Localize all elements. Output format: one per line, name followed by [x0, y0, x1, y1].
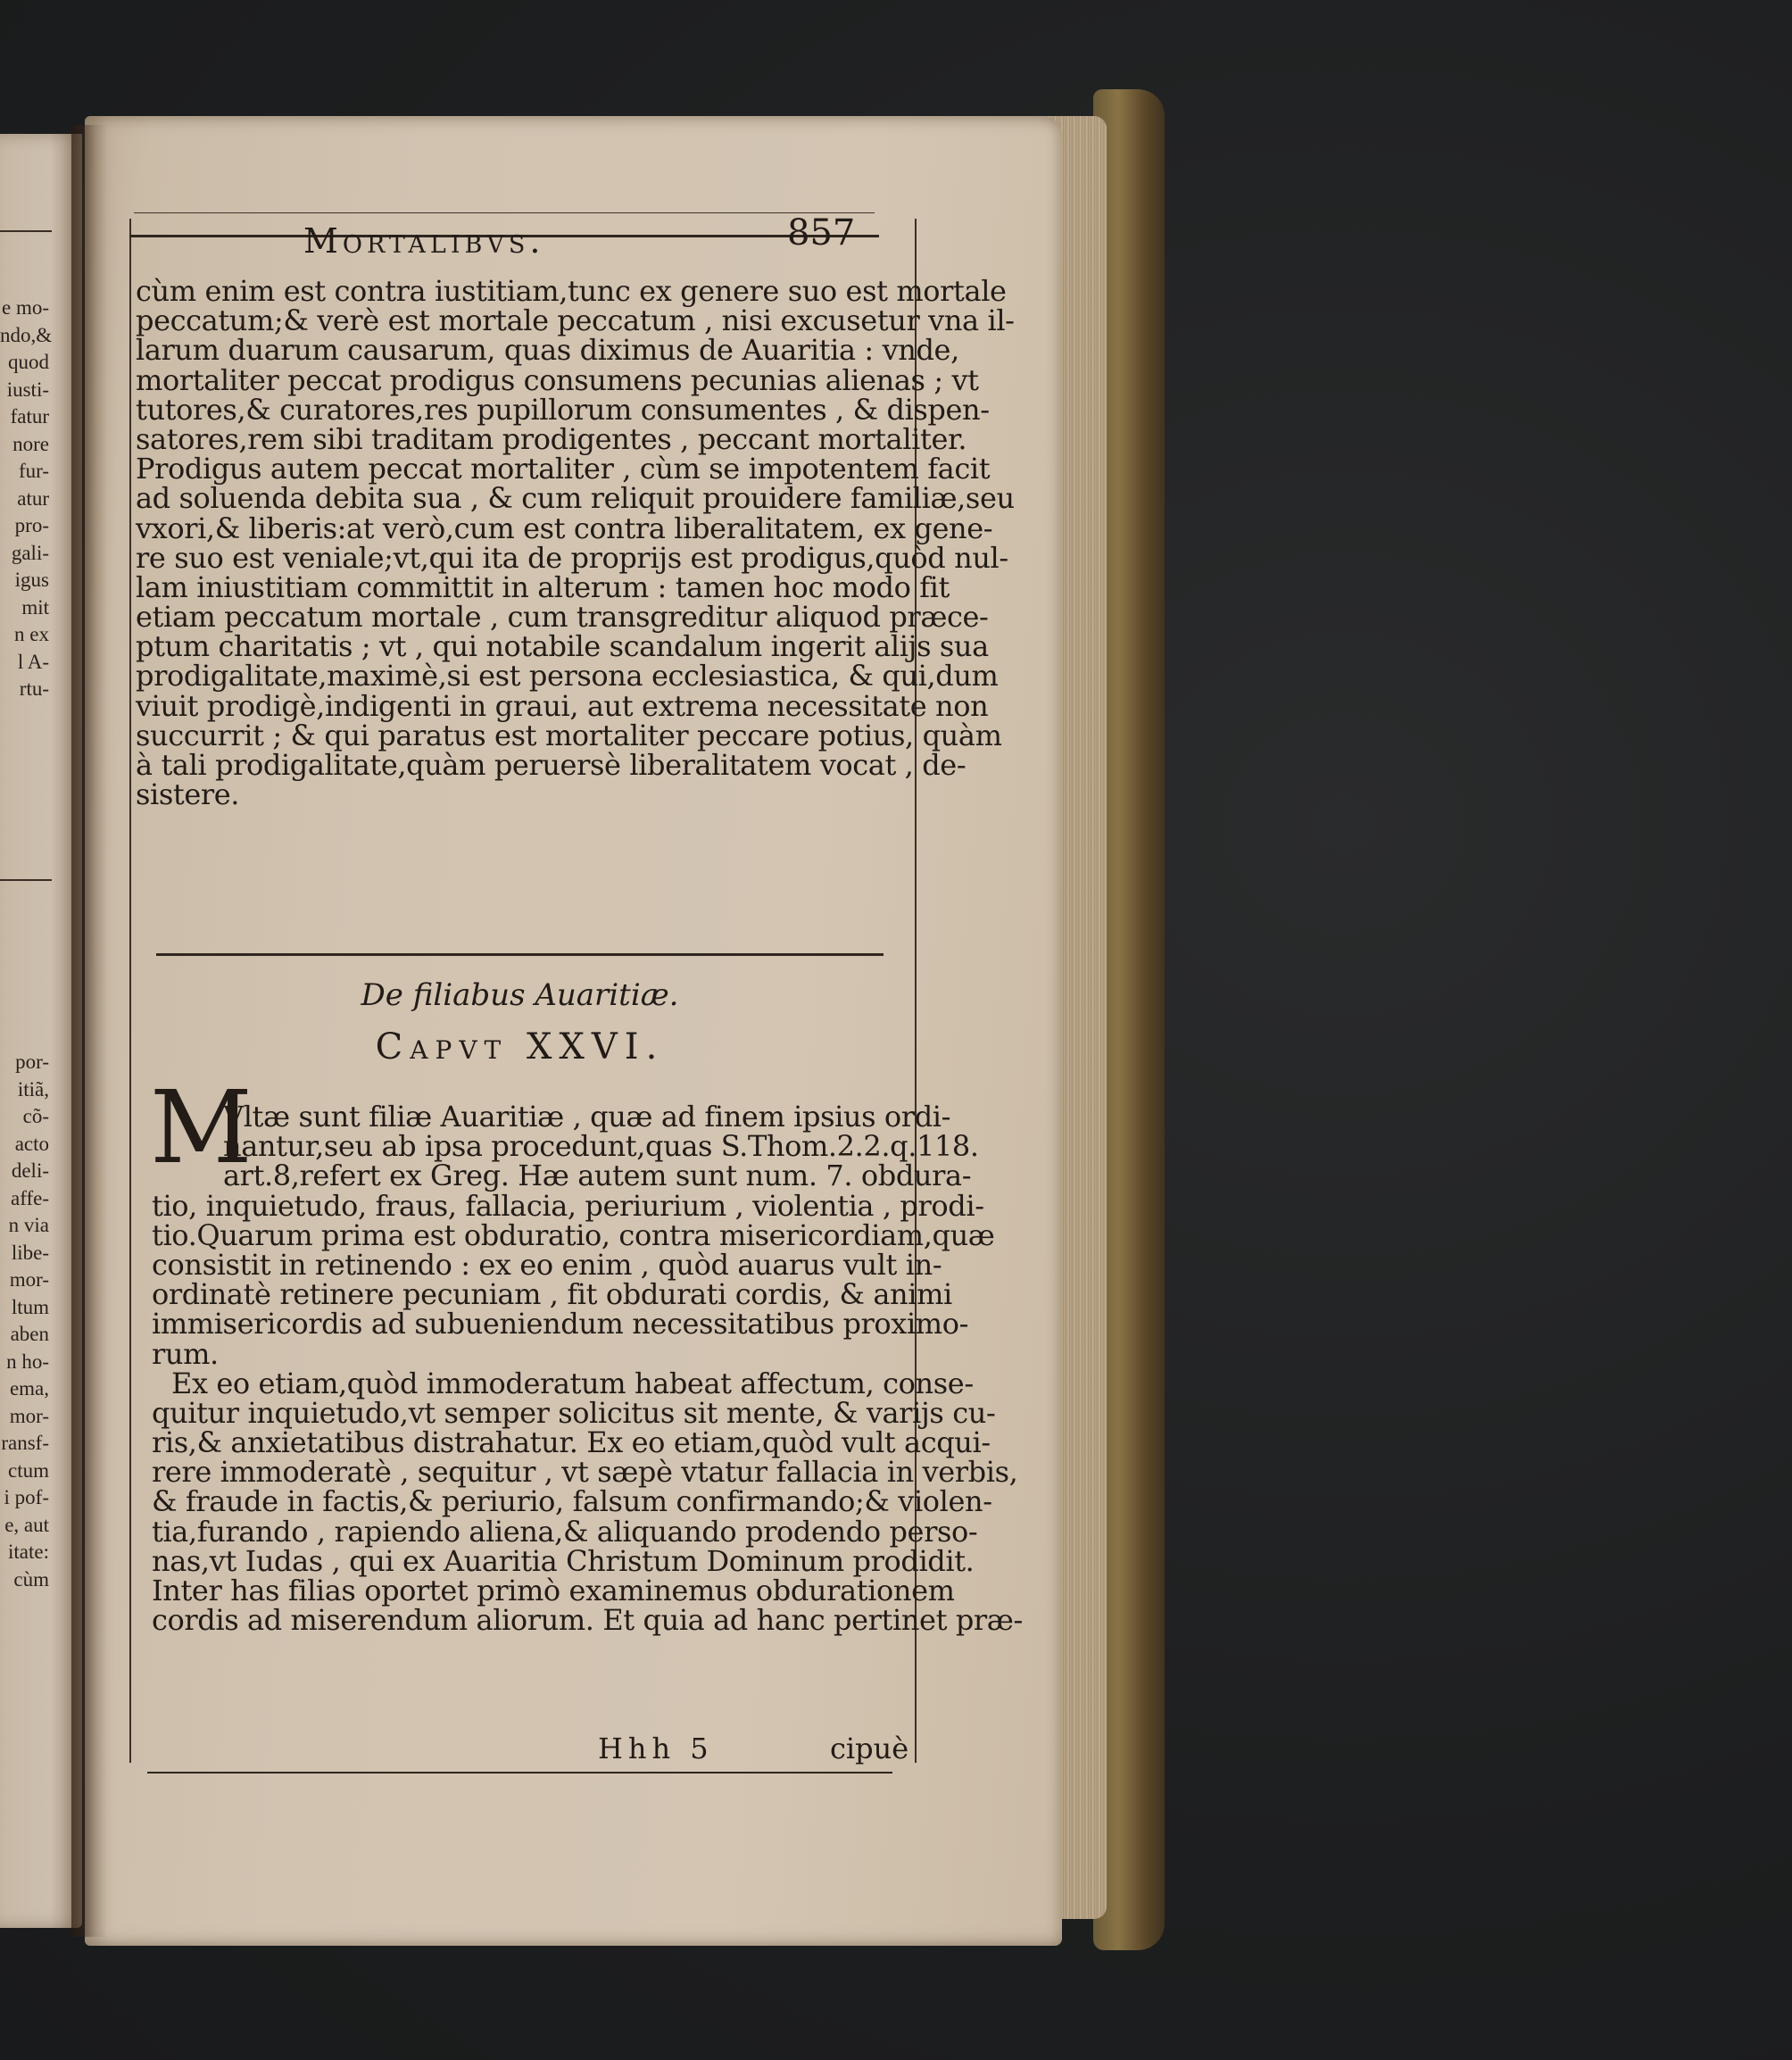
text-line: vxori,& liberis:at verò,cum est contra liberalitatem, ex gene-	[136, 511, 993, 545]
footer-rule	[147, 1772, 892, 1773]
text-line: Prodigus autem peccat mortaliter , cùm se impotentem facit	[136, 452, 991, 486]
text-line: ordinatè retinere pecuniam , fit obdurati cordis, & animi	[152, 1277, 952, 1312]
text-line: cùm enim est contra iustitiam,tunc ex genere suo est mortale	[136, 274, 1007, 308]
page-number: 857	[787, 212, 856, 253]
left-page-line: rtu-	[19, 677, 49, 700]
running-head: Mortalibvs.	[303, 221, 545, 261]
left-page-line: iusti-	[6, 378, 49, 401]
left-page-line: ransf-	[1, 1432, 49, 1454]
text-line: re suo est veniale;vt,qui ita de proprijs est prodigus,quòd nul-	[136, 540, 1008, 575]
text-line: nantur,seu ab ipsa procedunt,quas S.Thom.2.2.q.118.	[223, 1129, 979, 1164]
left-page-line: por-	[15, 1051, 49, 1073]
left-page-line: n ex	[14, 623, 49, 645]
text-line: succurrit ; & qui paratus est mortaliter peccare potius, quàm	[136, 718, 1002, 752]
left-page-line: libe-	[11, 1241, 49, 1264]
left-page-line: mor-	[9, 1404, 49, 1427]
left-page-line: cõ-	[22, 1105, 49, 1127]
left-page-line: n via	[8, 1214, 49, 1236]
text-line: larum duarum causarum, quas diximus de Auaritia : vnde,	[136, 333, 959, 368]
left-page-line: mor-	[9, 1268, 49, 1291]
left-page-line: atur	[17, 486, 49, 510]
signature-mark: Hhh 5	[598, 1732, 714, 1765]
gutter-shadow	[71, 125, 107, 1937]
section-title: De filiabus Auaritiæ.	[361, 977, 679, 1013]
left-page-line: e, aut	[4, 1513, 49, 1536]
text-line: à tali prodigalitate,quàm peruersè liberalitatem vocat , de-	[136, 748, 967, 782]
text-line: ris,& anxietatibus distrahatur. Ex eo etiam,quòd vult acqui-	[152, 1425, 991, 1460]
text-line: rere immoderatè , sequitur , vt sæpè vtatur fallacia in verbis,	[152, 1455, 1018, 1490]
left-page-line: ctum	[8, 1458, 49, 1482]
text-line: nas,vt Iudas , qui ex Auaritia Christum Dominum prodidit.	[152, 1543, 975, 1578]
chapter-body-text	[152, 1100, 1023, 1638]
left-page-text-upper	[0, 295, 53, 703]
catchword: cipuè	[830, 1732, 909, 1765]
text-line: quitur inquietudo,vt semper solicitus sit mente, & varijs cu-	[152, 1395, 996, 1430]
left-page-line: nore	[12, 432, 49, 455]
body-text-continued	[136, 274, 1015, 812]
section-separator-rule	[156, 953, 884, 956]
left-page-line: mit	[21, 595, 49, 619]
left-page-line: igus	[14, 569, 49, 591]
text-line: etiam peccatum mortale , cum transgreditur aliquod præce-	[136, 600, 989, 635]
text-line: ad soluenda debita sua , & cum reliquit prouidere familiæ,seu	[136, 481, 1015, 516]
left-page-line: ltum	[11, 1295, 49, 1318]
text-line: Ex eo etiam,quòd immoderatum habeat affectum, conse-	[171, 1366, 974, 1400]
left-page-line: deli-	[11, 1159, 49, 1182]
text-line: satores,rem sibi traditam prodigentes , peccant mortaliter.	[136, 421, 967, 456]
text-line: ptum charitatis ; vt , qui notabile scandalum ingerit alijs sua	[136, 629, 989, 664]
text-line: & fraude in factis,& periurio, falsum confirmando;& violen-	[152, 1484, 992, 1519]
left-page-line: aben	[10, 1323, 49, 1345]
text-line: consistit in retinendo : ex eo enim , quòd auarus vult in-	[152, 1247, 942, 1282]
left-page-line: acto	[14, 1132, 49, 1155]
text-line: lam iniustitiam committit in alterum : tamen hoc modo fit	[136, 569, 950, 604]
text-line: tia,furando , rapiendo aliena,& aliquando prodendo perso-	[152, 1514, 978, 1549]
left-page-rule-middle	[0, 879, 52, 881]
left-page-line: fur-	[18, 460, 49, 482]
left-page-line: i pof-	[4, 1486, 49, 1508]
text-line: rum.	[152, 1336, 219, 1371]
left-page-line: e mo-	[1, 296, 49, 319]
left-page-line: n ho-	[6, 1350, 49, 1373]
text-line: tio.Quarum prima est obduratio, contra misericordiam,quæ	[152, 1217, 995, 1252]
text-line: mortaliter peccat prodigus consumens pecunias alienas ; vt	[136, 362, 979, 397]
left-page-line: affe-	[11, 1186, 49, 1209]
text-line: peccatum;& verè est mortale peccatum , nisi excusetur vna il-	[136, 303, 1015, 338]
left-page-line: ndo,&	[0, 323, 53, 346]
left-page-rule-top	[0, 230, 52, 232]
text-line: sistere.	[136, 777, 240, 812]
text-line: prodigalitate,maximè,si est persona ecclesiastica, & qui,dum	[136, 659, 999, 694]
text-line: viuit prodigè,indigenti in graui, aut extrema necessitate non	[136, 688, 989, 723]
left-page-line: l A-	[17, 650, 49, 673]
text-line: tio, inquietudo, fraus, fallacia, periurium , violentia , prodi-	[152, 1188, 984, 1223]
text-line: cordis ad miserendum aliorum. Et quia ad hanc pertinet præ-	[152, 1603, 1023, 1638]
left-page-text-lower	[0, 1049, 49, 1593]
header-rule-top	[134, 212, 875, 213]
text-line: Inter has filias oportet primò examinemus obdurationem	[152, 1574, 955, 1607]
text-line: tutores,& curatores,res pupillorum consumentes , & dispen-	[136, 392, 990, 427]
left-page-line: cùm	[13, 1567, 49, 1591]
left-page-line: quod	[8, 351, 49, 373]
drop-cap: M	[150, 1070, 253, 1186]
left-page-line: ema,	[9, 1377, 49, 1400]
chapter-title: Capvt XXVI.	[375, 1026, 665, 1067]
left-page-line: itiã,	[17, 1077, 49, 1101]
text-line: Vltæ sunt filiæ Auaritiæ , quæ ad finem ipsius ordi-	[223, 1100, 951, 1134]
text-line: immisericordis ad subueniendum necessitatibus proximo-	[152, 1307, 968, 1341]
left-page-line: itate:	[8, 1541, 49, 1563]
text-line: art.8,refert ex Greg. Hæ autem sunt num. 7. obdura-	[223, 1159, 972, 1193]
left-page-line: gali-	[11, 541, 49, 564]
left-page-line: pro-	[14, 514, 49, 536]
left-page-line: fatur	[10, 405, 49, 428]
